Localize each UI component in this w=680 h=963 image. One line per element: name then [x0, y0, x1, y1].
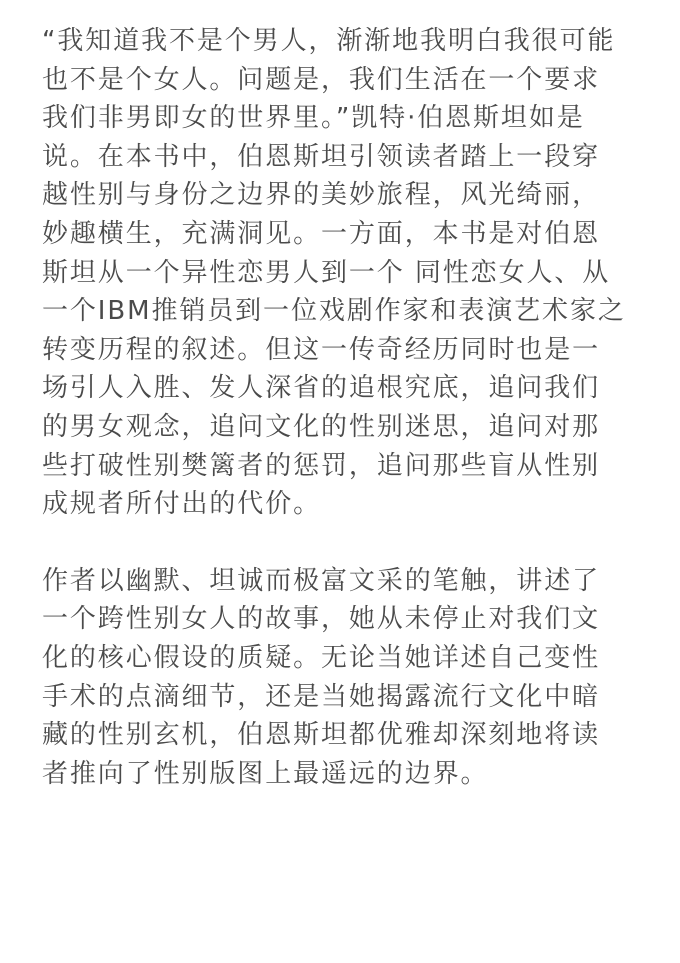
text-line: 成规者所付出的代价。: [42, 489, 322, 520]
paragraph-2: [42, 562, 650, 794]
text-line: 也不是个女人。问题是，我们生活在一个要求: [42, 64, 601, 95]
text-line: 一个IBM推销员到一位戏剧作家和表演艺术家之: [42, 296, 626, 327]
text-line: “我知道我不是个男人，渐渐地我明白我很可能: [42, 26, 616, 56]
text-line: 作者以幽默、坦诚而极富文采的笔触，讲述了: [42, 565, 601, 596]
text-line: 我们非男即女的世界里。”凯特·伯恩斯坦如是: [42, 103, 585, 134]
text-line: 说。在本书中，伯恩斯坦引领读者踏上一段穿: [42, 141, 601, 172]
text-line: 转变历程的叙述。但这一传奇经历同时也是一: [42, 334, 601, 365]
text-line: 一个跨性别女人的故事，她从未停止对我们文: [42, 604, 601, 635]
text-line: 场引人入胜、发人深省的追根究底，追问我们: [42, 373, 601, 404]
text-line: 的男女观念，追问文化的性别迷思，追问对那: [42, 411, 601, 442]
text-line: 化的核心假设的质疑。无论当她详述自己变性: [42, 642, 601, 673]
text-line: 斯坦从一个异性恋男人到一个 同性恋女人、从: [42, 257, 611, 288]
text-line: 者推向了性别版图上最遥远的边界。: [42, 758, 489, 789]
text-line: 妙趣横生，充满洞见。一方面，本书是对伯恩: [42, 218, 601, 249]
text-line: 藏的性别玄机，伯恩斯坦都优雅却深刻地将读: [42, 720, 601, 751]
text-line: 手术的点滴细节，还是当她揭露流行文化中暗: [42, 681, 601, 712]
paragraph-spacer: [42, 524, 650, 562]
paragraph-1: [42, 22, 650, 524]
text-line: 越性别与身份之边界的美妙旅程，风光绮丽，: [42, 180, 601, 211]
text-line: 些打破性别樊篱者的惩罚，追问那些盲从性别: [42, 450, 601, 481]
